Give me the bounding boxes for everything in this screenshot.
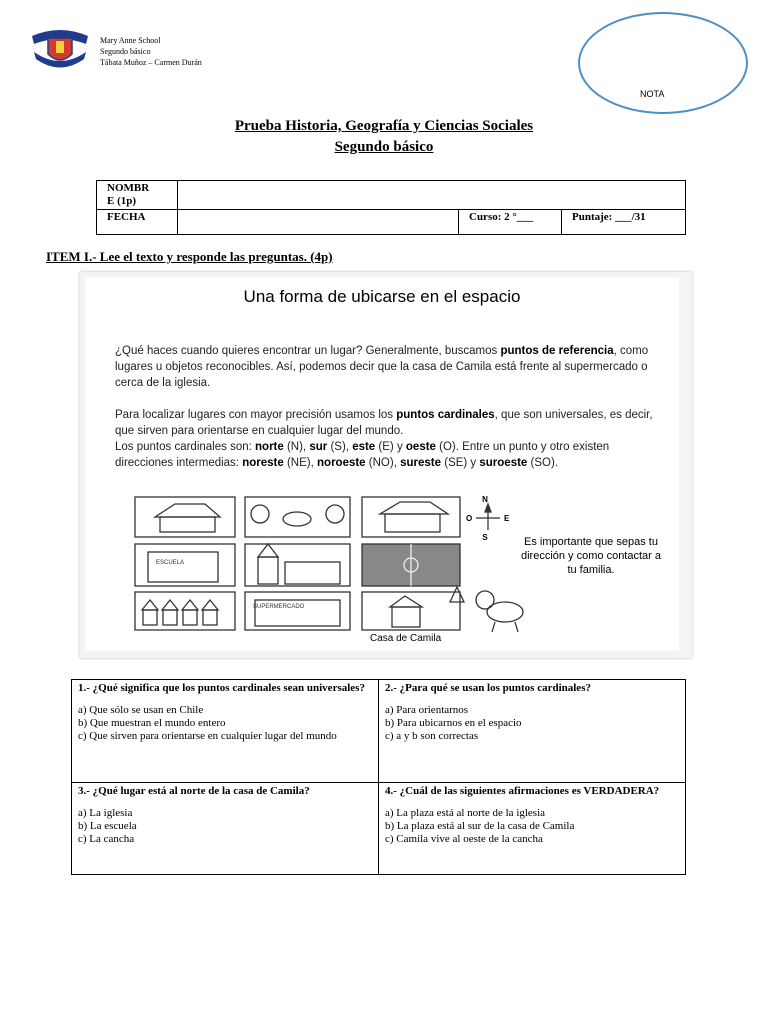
p1-bold: puntos de referencia — [500, 345, 614, 357]
name-label — [97, 181, 178, 210]
school-grade: Segundo básico — [100, 47, 151, 56]
options-4 — [385, 807, 679, 846]
noroeste-term: noroeste — [317, 457, 366, 469]
option-1b[interactable]: b) Que muestran el mundo entero — [78, 717, 226, 729]
se-abbr: (SE) y — [444, 457, 477, 469]
exam-title: Prueba Historia, Geografía y Ciencias Sociales — [234, 118, 534, 134]
p3-text-a: Los puntos cardinales son: — [115, 441, 252, 453]
date-label: FECHA — [97, 210, 178, 235]
option-2a[interactable]: a) Para orientarnos — [385, 704, 469, 716]
name-field[interactable] — [178, 181, 686, 210]
reading-title: Una forma de ubicarse en el espacio — [243, 287, 521, 306]
course-field[interactable]: Curso: 2 °___ — [459, 210, 562, 235]
house-1-roof-icon — [155, 504, 220, 517]
question-4: 4.- ¿Cuál de las siguientes afirmaciones es VERDADERA? — [385, 785, 660, 797]
block-camila — [362, 592, 460, 630]
ne-abbr: (NE), — [286, 457, 314, 469]
sureste-term: sureste — [400, 457, 442, 469]
compass-o: O — [466, 514, 473, 523]
question-cell-1 — [72, 680, 379, 783]
n-abbr: (N), — [286, 441, 307, 453]
date-field[interactable] — [178, 210, 459, 235]
option-3b[interactable]: b) La escuela — [78, 820, 137, 832]
question-cell-4 — [379, 783, 686, 875]
question-1: 1.- ¿Qué significa que los puntos cardinales sean universales? — [78, 682, 365, 694]
p2-text-a: Para localizar lugares con mayor precisión usamos los — [115, 409, 394, 421]
options-3 — [78, 807, 372, 846]
block-houses-row — [135, 592, 235, 630]
question-cell-2 — [379, 680, 686, 783]
block-church — [245, 544, 350, 586]
school-icon — [148, 552, 218, 582]
teacher-names: Tábata Muñoz – Carmen Durán — [100, 58, 202, 67]
school-info — [100, 35, 202, 68]
este-term: este — [352, 441, 376, 453]
name-label-line-2: E (1p) — [107, 195, 137, 207]
oeste-term: oeste — [405, 441, 436, 453]
compass-n: N — [482, 495, 488, 504]
p1-text-a: ¿Qué haces cuando quieres encontrar un lugar? Generalmente, buscamos — [115, 345, 498, 357]
paragraph-2 — [115, 407, 655, 471]
casa-label: Casa de Camila — [370, 633, 442, 644]
school-name: Mary Anne School — [100, 36, 161, 45]
options-2 — [385, 704, 679, 743]
small-houses-icon — [142, 600, 218, 625]
compass-s: S — [482, 533, 488, 542]
reading-card — [80, 272, 692, 658]
block-supermarket — [245, 592, 350, 630]
church-icon — [258, 544, 278, 557]
noreste-term: noreste — [242, 457, 284, 469]
so-abbr: (SO). — [530, 457, 559, 469]
reading-note: Es importante que sepas tu dirección y como contactar a tu familia. — [520, 536, 661, 576]
block-school — [135, 544, 235, 586]
p1-text-c: , como lugares u objetos reconocibles. Así, podemos decir que la casa de Camila está frente al supermercado o cerca de la iglesia. — [115, 345, 649, 389]
pine-tree-icon — [450, 587, 464, 602]
compass-e: E — [504, 514, 510, 523]
sur-term: sur — [309, 441, 328, 453]
item-heading: ITEM I.- Lee el texto y responde las preguntas. (4p) — [46, 249, 333, 264]
e-abbr: (E) y — [378, 441, 403, 453]
paragraph-1 — [115, 343, 655, 391]
compass-icon — [476, 504, 500, 530]
question-2: 2.- ¿Para qué se usan los puntos cardinales? — [385, 682, 591, 694]
name-label-line-1: NOMBR — [107, 182, 150, 194]
o-abbr: (O). Entre un punto y otro existen direcciones intermedias: — [115, 441, 610, 469]
options-1 — [78, 704, 372, 743]
question-cell-3 — [72, 783, 379, 875]
option-4b[interactable]: b) La plaza está al sur de la casa de Camila — [385, 820, 575, 832]
dog-icon — [476, 591, 523, 632]
p2-bold: puntos cardinales — [396, 409, 495, 421]
option-3c[interactable]: c) La cancha — [78, 833, 135, 845]
school-logo — [30, 26, 90, 70]
question-3: 3.- ¿Qué lugar está al norte de la casa de Camila? — [78, 785, 310, 797]
nota-label: NOTA — [640, 89, 665, 99]
suroeste-term: suroeste — [479, 457, 528, 469]
supermarket-sign: SUPERMERCADO — [253, 604, 305, 610]
exam-subtitle: Segundo básico — [334, 139, 434, 155]
option-4a[interactable]: a) La plaza está al norte de la iglesia — [385, 807, 546, 819]
camila-house-icon — [390, 596, 422, 607]
no-abbr: (NO), — [368, 457, 397, 469]
questions-table — [71, 679, 686, 875]
school-sign: ESCUELA — [156, 560, 185, 566]
block-house-2 — [362, 497, 460, 537]
fountain-icon — [283, 512, 311, 526]
p2-text-c: , que son universales, es decir, que sirven para orientarse en cualquier lugar del mundo. — [115, 409, 653, 437]
option-2b[interactable]: b) Para ubicarnos en el espacio — [385, 717, 522, 729]
option-1c[interactable]: c) Que sirven para orientarse en cualquier lugar del mundo — [78, 730, 337, 742]
option-1a[interactable]: a) Que sólo se usan en Chile — [78, 704, 204, 716]
option-3a[interactable]: a) La iglesia — [78, 807, 133, 819]
block-plaza — [245, 497, 350, 537]
option-2c[interactable]: c) a y b son correctas — [385, 730, 479, 742]
option-4c[interactable]: c) Camila vive al oeste de la cancha — [385, 833, 543, 845]
tree-icon — [251, 505, 269, 523]
s-abbr: (S), — [330, 441, 349, 453]
norte-term: norte — [255, 441, 284, 453]
score-field: Puntaje: ___/31 — [562, 210, 686, 235]
student-info-table — [96, 180, 686, 235]
